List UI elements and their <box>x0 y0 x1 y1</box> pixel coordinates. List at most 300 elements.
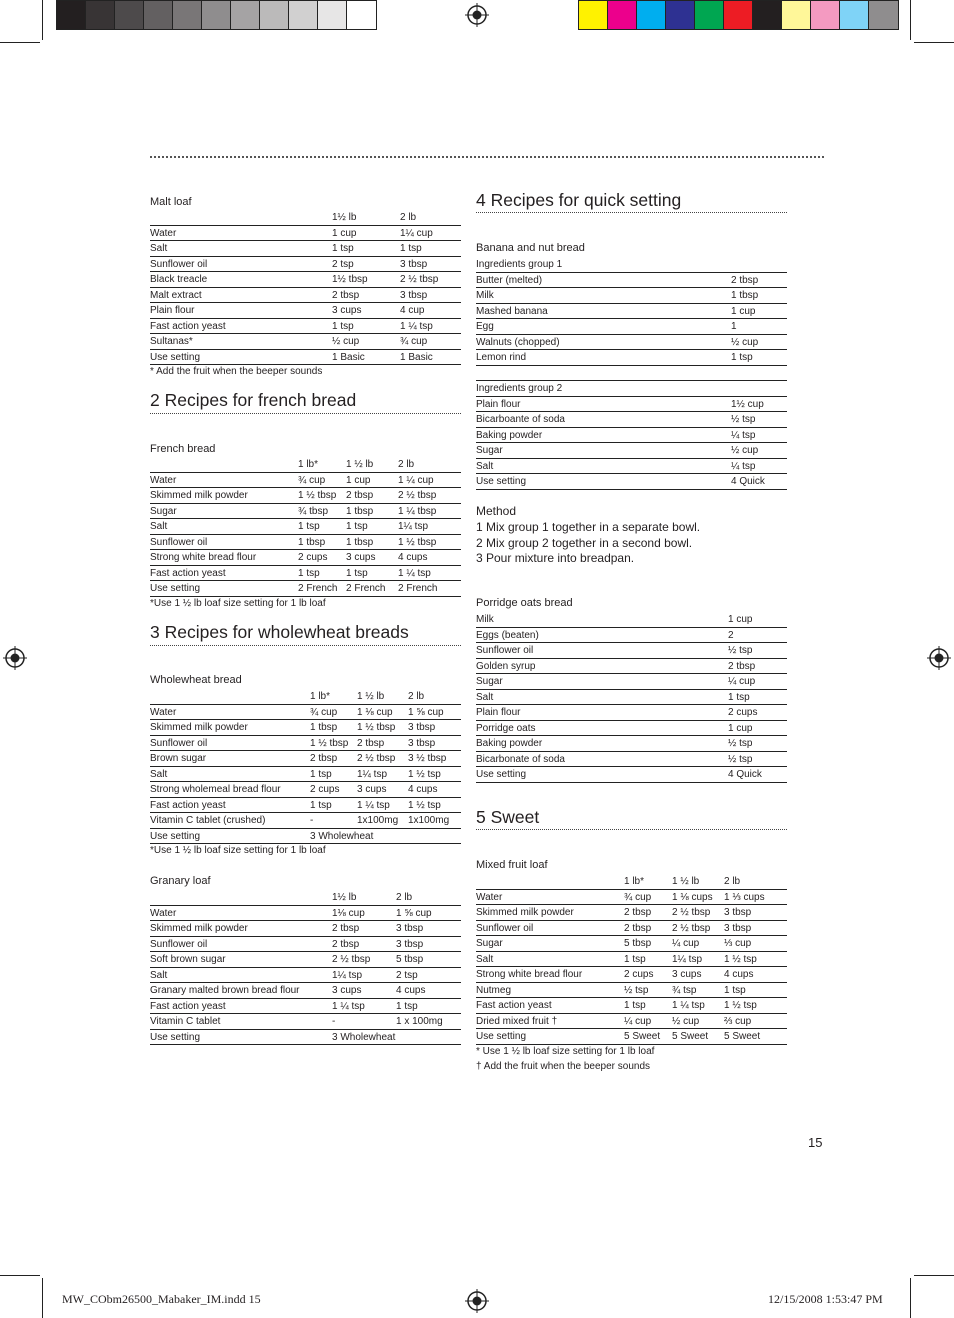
ingredient-cell: Salt <box>476 953 494 965</box>
ingredient-cell: Dried mixed fruit † <box>476 1015 558 1027</box>
method-steps <box>476 520 700 567</box>
color-swatch <box>753 1 782 29</box>
quantity-cell: 2 French <box>298 583 338 594</box>
color-swatch <box>115 1 144 29</box>
malt-loaf-table <box>150 210 461 365</box>
quantity-cell: ¾ tbsp <box>298 505 329 517</box>
table-row <box>476 659 787 675</box>
quantity-cell: 1 lb* <box>310 691 331 702</box>
ingredient-cell: Skimmed milk powder <box>150 722 248 733</box>
quantity-cell: ¼ cup <box>624 1015 652 1027</box>
quantity-cell: 1 tsp <box>346 521 368 532</box>
method-step: 1 Mix group 1 together in a separate bowl. <box>476 520 701 534</box>
quantity-cell: 1 ⅝ cup <box>408 706 444 718</box>
ingredient-cell: Ingredients group 1 <box>476 259 563 270</box>
table-row <box>150 705 461 721</box>
crop-mark <box>914 42 954 43</box>
ingredient-cell: Sunflower oil <box>476 645 534 656</box>
quantity-cell: ¼ cup <box>672 938 700 949</box>
quantity-cell: 5 tbsp <box>396 954 424 965</box>
ingredient-cell: Ingredients group 2 <box>476 383 563 394</box>
ingredient-cell: Water <box>150 706 177 718</box>
method-title: Method <box>476 504 517 518</box>
quantity-cell: ½ tsp <box>624 984 649 996</box>
table-row <box>150 813 461 829</box>
ingredient-cell: Vitamin C tablet (crushed) <box>150 815 266 826</box>
quantity-cell: ½ tsp <box>728 738 753 749</box>
quantity-cell: 3 cups <box>332 985 362 996</box>
porridge-bread-title: Porridge oats bread <box>476 597 573 609</box>
ingredient-cell: Nutmeg <box>476 984 512 996</box>
quantity-cell: 2 ½ tbsp <box>400 274 439 285</box>
color-swatch <box>231 1 260 29</box>
quantity-cell: 3 tbsp <box>724 907 752 918</box>
quantity-cell: 2 ½ tbsp <box>398 490 437 501</box>
section-rule <box>476 829 787 830</box>
ingredient-cell: Granary malted brown bread flour <box>150 985 300 996</box>
mixed-fruit-note-2: † Add the fruit when the beeper sounds <box>476 1061 651 1072</box>
french-bread-note: *Use 1 ½ lb loaf size setting for 1 lb loaf <box>150 598 326 609</box>
quantity-cell: 1½ lb <box>332 212 357 223</box>
table-row <box>476 350 787 366</box>
quantity-cell: 1 tsp <box>346 567 368 579</box>
granary-loaf-title: Granary loaf <box>150 875 211 887</box>
quantity-cell: 4 cups <box>724 969 754 980</box>
ingredient-cell: Porridge oats <box>476 722 536 734</box>
quantity-cell: 2 tbsp <box>728 660 756 672</box>
quantity-cell: 2 tbsp <box>310 753 338 764</box>
quantity-cell: 1 tsp <box>332 243 354 254</box>
ingredient-cell: Bicarboante of soda <box>476 414 565 425</box>
table-row <box>476 443 787 459</box>
quantity-cell: ½ cup <box>731 445 759 456</box>
porridge-bread-table <box>476 612 787 783</box>
quantity-cell: ½ tsp <box>731 414 756 425</box>
table-row <box>150 535 461 551</box>
ingredient-cell: Sunflower oil <box>150 938 208 950</box>
quantity-cell: 1 tsp <box>298 521 320 532</box>
ingredient-cell: Fast action yeast <box>150 567 226 579</box>
table-row <box>150 350 461 366</box>
table-row <box>476 273 787 289</box>
ingredient-cell: Sunflower oil <box>476 922 534 934</box>
table-row <box>150 798 461 814</box>
quantity-cell: ¼ cup <box>728 676 756 687</box>
slug-timestamp: 12/15/2008 1:53:47 PM <box>768 1292 883 1306</box>
table-row <box>150 272 461 288</box>
quantity-cell: 2 French <box>346 583 386 594</box>
ingredient-cell: Skimmed milk powder <box>476 907 574 918</box>
ingredient-cell: Sultanas* <box>150 336 193 347</box>
quantity-cell: 1 ½ tsp <box>408 768 441 780</box>
crop-mark <box>42 0 43 40</box>
quantity-cell: 1x100mg <box>357 815 399 826</box>
quantity-cell: 1 tsp <box>624 1000 646 1011</box>
quantity-cell: 1 tsp <box>332 320 354 332</box>
quantity-cell: 3 Wholewheat <box>310 830 374 842</box>
table-row <box>476 319 787 335</box>
quantity-cell: 1 ¼ cup <box>398 474 434 486</box>
table-row <box>476 428 787 444</box>
quantity-cell: 5 tbsp <box>624 938 652 949</box>
table-row <box>150 550 461 566</box>
quantity-cell: 2 tbsp <box>332 289 360 301</box>
quantity-cell: 1 tsp <box>728 691 750 703</box>
quantity-cell: ½ cup <box>672 1015 700 1027</box>
ingredient-cell: Baking powder <box>476 738 543 749</box>
ingredient-cell: Baking powder <box>476 429 543 441</box>
quantity-cell: 1 ½ tbsp <box>398 536 437 548</box>
table-row <box>150 983 461 999</box>
quantity-cell: 1 tsp <box>624 953 646 965</box>
ingredient-cell: Sunflower oil <box>150 737 208 749</box>
registration-mark-icon <box>465 3 489 27</box>
table-row <box>476 397 787 413</box>
table-row <box>476 767 787 783</box>
ingredient-cell: Plain flour <box>476 398 521 410</box>
table-row <box>150 303 461 319</box>
ingredient-cell: Strong wholemeal bread flour <box>150 784 281 795</box>
quantity-cell: ¼ tsp <box>731 460 756 472</box>
table-row <box>150 890 461 906</box>
color-swatch <box>724 1 753 29</box>
ingredient-cell: Use setting <box>150 830 201 842</box>
quantity-cell: 3 cups <box>346 552 376 563</box>
table-row <box>476 752 787 768</box>
ingredient-cell: Water <box>150 227 177 239</box>
registration-mark-icon <box>927 646 951 670</box>
ingredient-cell: Vitamin C tablet <box>150 1016 221 1027</box>
color-swatch <box>318 1 347 29</box>
quantity-cell: 1 tbsp <box>310 722 338 733</box>
table-row <box>150 226 461 242</box>
ingredient-cell: Brown sugar <box>150 753 207 764</box>
banana-bread-table <box>476 257 787 490</box>
quantity-cell: 2 ½ tbsp <box>357 753 396 764</box>
table-row <box>476 890 787 906</box>
quantity-cell: ⅓ cup <box>724 938 752 949</box>
quantity-cell: 1 tsp <box>298 567 320 579</box>
table-row <box>150 999 461 1015</box>
quantity-cell: 5 Sweet <box>624 1031 661 1042</box>
crop-mark <box>0 1275 40 1276</box>
quantity-cell: 4 cups <box>398 552 428 563</box>
quantity-cell: 2 cups <box>624 969 654 980</box>
quantity-cell: 1½ tbsp <box>332 274 368 285</box>
color-swatch <box>637 1 666 29</box>
color-swatch <box>608 1 637 29</box>
section-rule <box>476 212 787 213</box>
quantity-cell: 3 Wholewheat <box>332 1031 396 1043</box>
ingredient-cell: Skimmed milk powder <box>150 923 248 934</box>
quantity-cell: 1 ¼ tsp <box>357 799 390 811</box>
quantity-cell: 1¼ tsp <box>398 521 429 532</box>
wholewheat-bread-note: *Use 1 ½ lb loaf size setting for 1 lb loaf <box>150 845 326 856</box>
quantity-cell: 3 tbsp <box>396 923 424 934</box>
table-row <box>150 952 461 968</box>
table-row <box>476 690 787 706</box>
mixed-fruit-table <box>476 874 787 1045</box>
quantity-cell: 1 ½ lb <box>357 691 385 702</box>
ingredient-cell: Sunflower oil <box>150 536 208 548</box>
quantity-cell: ½ cup <box>332 336 360 347</box>
quantity-cell: 1 ⅛ cups <box>672 891 713 903</box>
crop-mark <box>0 42 40 43</box>
table-row <box>150 937 461 953</box>
ingredient-cell: Plain flour <box>476 707 521 718</box>
table-row <box>150 504 461 520</box>
quantity-cell: 1¼ tsp <box>672 953 703 965</box>
color-swatch <box>840 1 869 29</box>
french-bread-table <box>150 457 461 597</box>
quantity-cell: 1⅛ cup <box>332 907 365 919</box>
quantity-cell: 1 ½ tbsp <box>298 490 337 501</box>
method-step: 2 Mix group 2 together in a second bowl. <box>476 535 693 550</box>
quantity-cell: 4 Quick <box>728 769 762 780</box>
quantity-cell: 1 lb* <box>624 876 645 887</box>
quantity-cell: 1 ⅝ cup <box>396 907 432 919</box>
crop-mark <box>910 1278 911 1318</box>
color-swatch <box>782 1 811 29</box>
ingredient-cell: Malt extract <box>150 289 202 301</box>
color-swatch <box>289 1 318 29</box>
table-row <box>476 381 787 397</box>
quantity-cell: 3 tbsp <box>408 722 436 733</box>
table-row <box>476 705 787 721</box>
quantity-cell: 1 ½ lb <box>672 876 700 887</box>
quantity-cell: 1 tsp <box>400 243 422 254</box>
registration-mark-icon <box>465 1289 489 1313</box>
table-row <box>476 983 787 999</box>
quantity-cell: 3 ½ tbsp <box>408 753 447 764</box>
quantity-cell: 1x100mg <box>408 815 450 826</box>
table-row <box>150 334 461 350</box>
section-heading-quick: 4 Recipes for quick setting <box>476 190 682 210</box>
table-row <box>476 674 787 690</box>
ingredient-cell: Egg <box>476 321 494 332</box>
quantity-cell: 1 ½ tsp <box>724 953 757 965</box>
table-row <box>476 643 787 659</box>
quantity-cell: 1 cup <box>346 474 371 486</box>
quantity-cell: 3 tbsp <box>396 938 424 950</box>
quantity-cell: ½ tsp <box>728 645 753 656</box>
ingredient-cell: Plain flour <box>150 305 195 316</box>
quantity-cell: 1 ½ tsp <box>724 1000 757 1011</box>
ingredient-cell: Salt <box>150 243 168 254</box>
quantity-cell: 1 ¼ tsp <box>672 1000 705 1011</box>
quantity-cell: 1 <box>731 321 737 332</box>
quantity-cell: 1 tbsp <box>298 536 326 548</box>
table-row <box>476 936 787 952</box>
quantity-cell: 1 ½ tbsp <box>357 722 396 733</box>
color-calibration-bar <box>578 0 899 30</box>
quantity-cell: 2 cups <box>310 784 340 795</box>
quantity-cell: 2 lb <box>396 892 413 903</box>
ingredient-cell: Sugar <box>476 676 503 687</box>
quantity-cell: 2 ½ tbsp <box>672 907 711 918</box>
table-row <box>476 366 787 382</box>
quantity-cell: - <box>332 1016 336 1027</box>
gray-calibration-bar <box>56 0 377 30</box>
table-row <box>150 210 461 226</box>
table-row <box>150 689 461 705</box>
crop-mark <box>910 0 911 40</box>
quantity-cell: 1½ lb <box>332 892 357 903</box>
quantity-cell: 3 cups <box>357 784 387 795</box>
table-row <box>150 736 461 752</box>
table-row <box>150 829 461 845</box>
table-row <box>150 921 461 937</box>
ingredient-cell: Water <box>476 891 503 903</box>
mixed-fruit-title: Mixed fruit loaf <box>476 859 548 871</box>
wholewheat-bread-title: Wholewheat bread <box>150 674 242 686</box>
table-row <box>150 457 461 473</box>
ingredient-cell: Fast action yeast <box>150 1000 226 1012</box>
table-row <box>476 257 787 273</box>
quantity-cell: ¾ cup <box>298 474 326 486</box>
ingredient-cell: Use setting <box>150 1031 201 1043</box>
ingredient-cell: Milk <box>476 614 494 625</box>
color-swatch <box>260 1 289 29</box>
quantity-cell: 1 tbsp <box>731 290 759 301</box>
ingredient-cell: Use setting <box>150 351 201 363</box>
malt-loaf-note: * Add the fruit when the beeper sounds <box>150 366 323 377</box>
quantity-cell: 1 tsp <box>310 768 332 780</box>
quantity-cell: 2 tsp <box>396 969 418 981</box>
quantity-cell: 4 Quick <box>731 476 765 487</box>
color-swatch <box>695 1 724 29</box>
ingredient-cell: Fast action yeast <box>476 1000 552 1011</box>
quantity-cell: 1 cup <box>728 614 753 625</box>
quantity-cell: 1 tbsp <box>346 505 374 517</box>
quantity-cell: 3 tbsp <box>400 258 428 270</box>
quantity-cell: 2 lb <box>724 876 741 887</box>
color-swatch <box>347 1 376 29</box>
quantity-cell: 1 ¼ tsp <box>400 320 433 332</box>
ingredient-cell: Salt <box>150 521 168 532</box>
quantity-cell: 2 cups <box>298 552 328 563</box>
wholewheat-bread-table <box>150 689 461 844</box>
color-swatch <box>86 1 115 29</box>
color-swatch <box>57 1 86 29</box>
table-row <box>476 952 787 968</box>
quantity-cell: 1 tsp <box>731 352 753 363</box>
quantity-cell: 5 Sweet <box>724 1031 761 1042</box>
quantity-cell: 1 ⅛ cup <box>357 706 393 718</box>
color-swatch <box>811 1 840 29</box>
color-swatch <box>666 1 695 29</box>
section-heading-sweet: 5 Sweet <box>476 807 540 827</box>
table-row <box>150 257 461 273</box>
quantity-cell: ¾ tsp <box>672 984 697 996</box>
quantity-cell: ½ cup <box>731 336 759 348</box>
quantity-cell: 3 tbsp <box>408 737 436 749</box>
quantity-cell: 2 lb <box>408 691 425 702</box>
table-row <box>476 288 787 304</box>
ingredient-cell: Lemon rind <box>476 352 527 363</box>
quantity-cell: 1 ⅓ cups <box>724 891 765 903</box>
quantity-cell: 2 <box>728 629 734 641</box>
quantity-cell: ⅔ cup <box>724 1015 752 1027</box>
ingredient-cell: Sugar <box>150 505 177 517</box>
table-row <box>150 473 461 489</box>
quantity-cell: 4 cup <box>400 305 425 316</box>
quantity-cell: 1 ½ tsp <box>408 799 441 811</box>
quantity-cell: 1 tbsp <box>346 536 374 548</box>
color-swatch <box>144 1 173 29</box>
table-row <box>476 459 787 475</box>
ingredient-cell: Golden syrup <box>476 660 536 672</box>
quantity-cell: 2 tbsp <box>624 922 652 934</box>
ingredient-cell: Fast action yeast <box>150 320 226 332</box>
ingredient-cell: Salt <box>476 691 494 703</box>
quantity-cell: 2 tbsp <box>332 923 360 934</box>
table-row <box>150 906 461 922</box>
quantity-cell: 1¼ tsp <box>357 768 388 780</box>
ingredient-cell: Sugar <box>476 445 503 456</box>
table-row <box>150 488 461 504</box>
ingredient-cell: Bicarbonate of soda <box>476 753 565 765</box>
ingredient-cell: Sugar <box>476 938 503 949</box>
quantity-cell: 1¼ cup <box>400 227 433 239</box>
table-row <box>476 474 787 490</box>
table-row <box>150 319 461 335</box>
table-row <box>150 968 461 984</box>
quantity-cell: 1¼ tsp <box>332 969 363 981</box>
ingredient-cell: Water <box>150 907 177 919</box>
ingredient-cell: Black treacle <box>150 274 208 285</box>
quantity-cell: 1 ½ lb <box>346 459 374 470</box>
quantity-cell: 1 cup <box>332 227 357 239</box>
quantity-cell: 2 tbsp <box>731 274 759 286</box>
color-swatch <box>869 1 898 29</box>
quantity-cell: 1 tsp <box>724 984 746 996</box>
quantity-cell: 1 ½ tbsp <box>310 737 349 749</box>
ingredient-cell: Sunflower oil <box>150 258 208 270</box>
table-row <box>476 721 787 737</box>
table-row <box>150 1014 461 1030</box>
quantity-cell: 2 tbsp <box>346 490 374 501</box>
quantity-cell: ¾ cup <box>400 336 428 347</box>
ingredient-cell: Salt <box>150 768 168 780</box>
quantity-cell: 1 lb* <box>298 459 319 470</box>
quantity-cell: 2 French <box>398 583 438 594</box>
table-row <box>150 519 461 535</box>
table-row <box>150 581 461 597</box>
quantity-cell: 3 cups <box>672 969 702 980</box>
ingredient-cell: Skimmed milk powder <box>150 490 248 501</box>
table-row <box>476 335 787 351</box>
quantity-cell: 1 ¼ tsp <box>398 567 431 579</box>
quantity-cell: 2 tbsp <box>357 737 385 749</box>
ingredient-cell: Salt <box>150 969 168 981</box>
table-row <box>476 628 787 644</box>
quantity-cell: 2 tbsp <box>332 938 360 950</box>
quantity-cell: ¾ cup <box>310 706 338 718</box>
table-row <box>476 967 787 983</box>
table-row <box>476 412 787 428</box>
table-row <box>150 782 461 798</box>
crop-mark <box>914 1275 954 1276</box>
quantity-cell: 1 cup <box>728 722 753 734</box>
method-step: 3 Pour mixture into breadpan. <box>476 551 635 565</box>
ingredient-cell: Use setting <box>476 1031 527 1042</box>
table-row <box>150 241 461 257</box>
quantity-cell: 3 tbsp <box>724 922 752 934</box>
registration-mark-icon <box>3 646 27 670</box>
table-row <box>476 905 787 921</box>
quantity-cell: 2 tsp <box>332 258 354 270</box>
